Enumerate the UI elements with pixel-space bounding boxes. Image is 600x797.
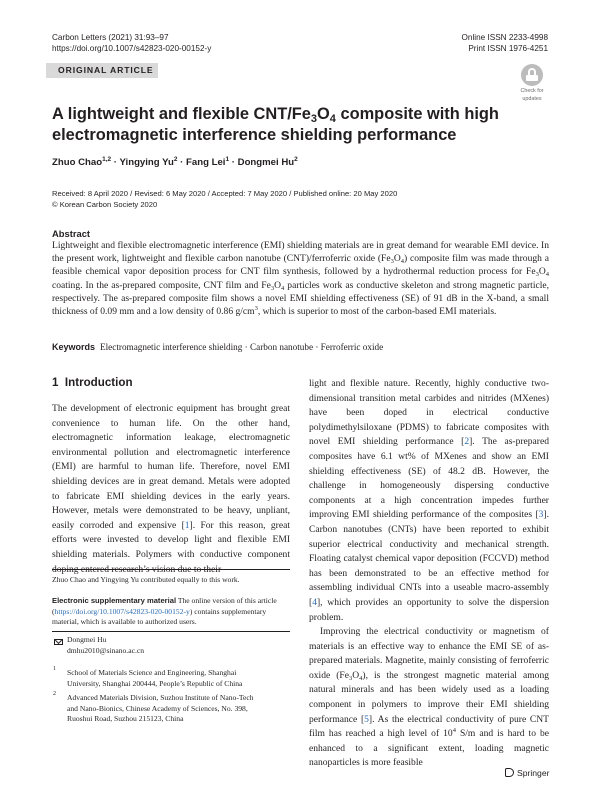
section-heading: 1 Introduction [52, 376, 133, 389]
article-title: A lightweight and flexible CNT/$Fe_3O_4$ composite with high electromagnetic interference shielding performance [52, 105, 499, 144]
citation-link[interactable]: 3 [538, 509, 544, 521]
author-name[interactable]: Fang Lei [186, 157, 226, 168]
author-name[interactable]: Dongmei Hu [237, 157, 295, 168]
supplementary-note: Electronic supplementary material The online version of this article (https://doi.org/10.1007/s42823-020-00152-y) contains supplementary material, which is available to authorized users. [52, 596, 277, 627]
abstract-text: Lightweight and flexible electromagnetic interference (EMI) shielding materials are in great demand for wearable EMI device. In the present work, lightweight and flexible carbon nanotube (CNT)/ferroferric oxide $(Fe_3O_4)$ composite film was made through a feasible chemical vapor deposition process for CNT film synthesis, followed by a hydrothermal reduction process for $Fe_3O_4$ coating. In the as-prepared composite, CNT film and $Fe_3O_4$ particles work as conductive skeleton and strong magnetic particle, respectively. The as-prepared composite film shows a novel EMI shielding effectiveness (SE) of 91 dB in the X-band, a small thickness of 0.09 mm and a low density of 0.86 $g/cm^3$, which is superior to most of the carbon-based EMI materials. [52, 240, 550, 318]
issn-print: Print ISSN 1976-4251 [468, 44, 548, 53]
corresponding-email[interactable]: dmhu2010@sinano.ac.cn [67, 646, 145, 655]
citation-link[interactable]: 4 [312, 596, 317, 608]
affiliation-1: School of Materials Science and Engineering, Shanghai University, Shanghai 200444, People’s Republic of China [67, 668, 243, 688]
check-for-updates-button[interactable] [515, 64, 549, 102]
keywords-label: Keywords [52, 342, 96, 352]
citation-link[interactable]: 2 [464, 436, 470, 448]
article-type-badge: ORIGINAL ARTICLE [46, 63, 158, 78]
check-updates-label-1: Check for [520, 88, 544, 94]
check-updates-icon [521, 64, 543, 86]
supplementary-link[interactable]: https://doi.org/10.1007/s42823-020-00152-y [54, 606, 190, 616]
right-column-text: light and flexible nature. Recently, highly conductive two-dimensional transition metal carbides and nitrides (MXenes) have been doped in electrical conductive polydimethylsiloxane (PDMS) to fabricate composites with novel EMI shielding performance [2]. The as-prepared composites have 6.1 wt% of MXenes and show an EMI shielding effectiveness (SE) of 48.2 dB. However, the challenge in homogeneously dispersing conductive components at a high concentration impedes further improving EMI shielding performance of the composites [3]. Carbon nanotubes (CNTs) have been reported to exhibit superior electrical conductivity and mechanical strength. Floating catalyst chemical vapor deposition (FCCVD) method has been demonstrated to be an effective method for assembling individual CNTs into a useable macro-assembly [4], which provides an opportunity to solve the dispersion problem. Improving the electrical conductivity or magnetism of materials is an effective way to enhance the EMI SE of as-prepared materials. Magnetite, mainly consisting of ferroferric oxide $(Fe_3O_4)$, is the strongest magnetic material among natural minerals and has been widely used as a loading component in polymers to improve their EMI shielding performance [5]. As the electrical conductivity of pure CNT film has reached a high level of $10^4$ S/m and is hard to be enhanced to a significant extent, loading magnetic nanoparticles is more feasible [309, 378, 549, 769]
keywords [52, 342, 383, 352]
corresponding-author: Dongmei Hu [67, 635, 107, 644]
author-list: Zhuo Chao$^{1,2}$ · Yingying $Yu^2$ · Fang Lei$^1$ · Dongmei Hu$^2$ [52, 156, 298, 168]
keywords-text: Electromagnetic interference shielding · Carbon nanotube · Ferroferric oxide [100, 342, 384, 352]
author-name[interactable]: Zhuo Chao [52, 157, 103, 168]
check-updates-label-2: updates [522, 96, 542, 102]
left-column-text: The development of electronic equipment has brought great convenience to human life. On the other hand, electromagnetic information leakage, electromagnetic environmental pollution and electromagnetic interference (EMI) are harmful to human life. Therefore, novel EMI shielding devices are in great demand. Metals were adopted to fabricate EMI shielding devices in the early years. However, metals were demonstrated to be heavy, unpliant, easily corroded and expensive [1]. For this reason, great efforts were invested to develop light and flexible EMI shielding materials. Polymers with conductive component doping entered research’s vision due to their [52, 403, 290, 575]
article-doi[interactable]: https://doi.org/10.1007/s42823-020-00152-y [52, 44, 212, 53]
issn-online: Online ISSN 2233-4998 [461, 33, 548, 42]
springer-horse-icon [505, 768, 514, 777]
affiliation-number-2: 2 [53, 691, 56, 697]
equal-contribution-note: Zhuo Chao and Yingying Yu contributed equally to this work. [52, 575, 240, 584]
journal-citation: Carbon Letters (2021) 31:93–97 [52, 33, 169, 42]
citation-link[interactable]: 5 [364, 713, 369, 725]
affiliation-number-1: 1 [53, 666, 56, 672]
footnote-divider-2 [52, 631, 290, 632]
author-name[interactable]: Yingying Yu [119, 157, 174, 168]
email-icon [54, 639, 63, 645]
publisher-logo: Springer [505, 768, 549, 778]
footnote-divider [52, 569, 290, 570]
citation-link[interactable]: 1 [184, 519, 190, 531]
publication-dates: Received: 8 April 2020 / Revised: 6 May 2020 / Accepted: 7 May 2020 / Published online: 20 May 2020 © Korean Carbon Society 2020 [52, 189, 398, 209]
abstract-heading: Abstract [52, 228, 91, 239]
affiliation-2: Advanced Materials Division, Suzhou Institute of Nano-Tech and Nano-Bionics, Chinese Academy of Sciences, No. 398, Ruoshui Road, Suzhou 215123, China [67, 693, 254, 724]
